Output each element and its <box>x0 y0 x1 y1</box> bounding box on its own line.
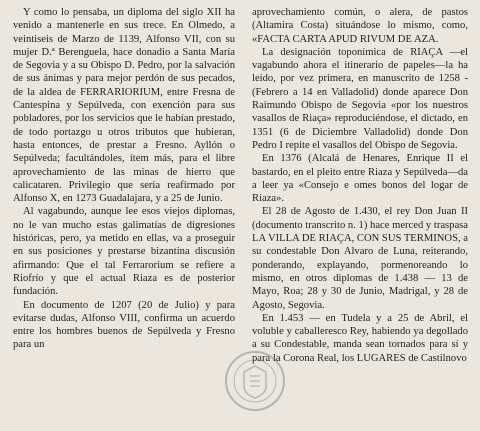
library-stamp-icon <box>224 350 286 412</box>
paragraph: aprovechamiento común, o alera, de pastos (Altamira Costa) situándose lo mismo, como, «FACTA CARTA APUD RIVUM DE AZA. <box>252 7 468 45</box>
right-column <box>252 6 468 365</box>
paragraph: La designación toponímica de RIAÇA —el vagabundo ahora el itinerario de papeles—la ha leído, por vez primera, en manuscrito de 1258 - (Febrero a 14 en Valladolid) donde aparece Don Raimundo Obispo de Segovia «por los nuestros vasallos de Riaça» reproduciéndose, el dictado, en 1351 (6 de Diciembre Valladolid) donde Don Pedro I repite el vasallos del Obispo de Segovia. <box>252 46 468 151</box>
paragraph: En 1.453 — en Tudela y a 25 de Abril, el voluble y caballeresco Rey, habiendo ya degollado a su Condestable, manda sean tornados para sí y para la Corona Real, los LUGARES de Castilnovo <box>252 312 468 364</box>
paragraph: Y como lo pensaba, un diploma del siglo XII ha venido a mantenerle en sus trece. En Olmedo, a veintiseis de Marzo de 1139, Alfonso VII, con su mujer D.ª Berenguela, hace donadio a Santa María de Segovia y a su Obispo D. Pedro, por la salvación de sus ánimas y para mejor perdón de sus pecados, de la aldea de FERRARIORIUM, entre Fresna de Cantespina y Sepúlveda, con exención para sus pobladores, por los servicios que le habían prestado, de todo portazgo u otros tributos que hubieran, hasta entonces, de prestar a Fresno. Ayllón o Sepúlveda; facultándoles, ítem más, para el libre aprovechamiento de las minas de hierro que calicataren. Privilegio que sería reafirmado por Alfonso X, en 1273 Guadalajara, y a 25 de Junio. <box>13 7 235 205</box>
paragraph: En documento de 1207 (20 de Julio) y para evitarse dudas, Alfonso VIII, confirma un acuerdo entre los hombres buenos de Sepúlveda y Fresno para un <box>13 299 235 351</box>
left-column <box>13 6 235 352</box>
paragraph: Al vagabundo, aunque lee esos viejos diplomas, no le van mucho estas galimatías de digresiones históricas, pero, ya metido en ellas, va a proseguir en sus posiciones y prestarse bizantina discusión afirmando: Que el tal Ferrarorium se refiere a Riofrío y que el actual Riaza es de posterior fundación. <box>13 206 235 298</box>
paragraph: En 1376 (Alcalá de Henares, Enrique II el bastardo, en el pleito entre Riaza y Sepúlveda—da a leer ya «Consejo e omes bonos del logar de Riaza». <box>252 153 468 205</box>
paragraph: El 28 de Agosto de 1.430, el rey Don Juan II (documento transcrito n. 1) hace merced y traspasa LA VILLA DE RIAÇA, CON SUS TERMINOS, a su condestable Don Alvaro de Luna, reiterando, ponderando, explayando, pormenoreando lo mismo, en otros diplomas de 1.438 — 13 de Mayo, Roa; 28 y 30 de Junio, Madrigal, y 28 de Agosto, Segovia. <box>252 206 468 311</box>
